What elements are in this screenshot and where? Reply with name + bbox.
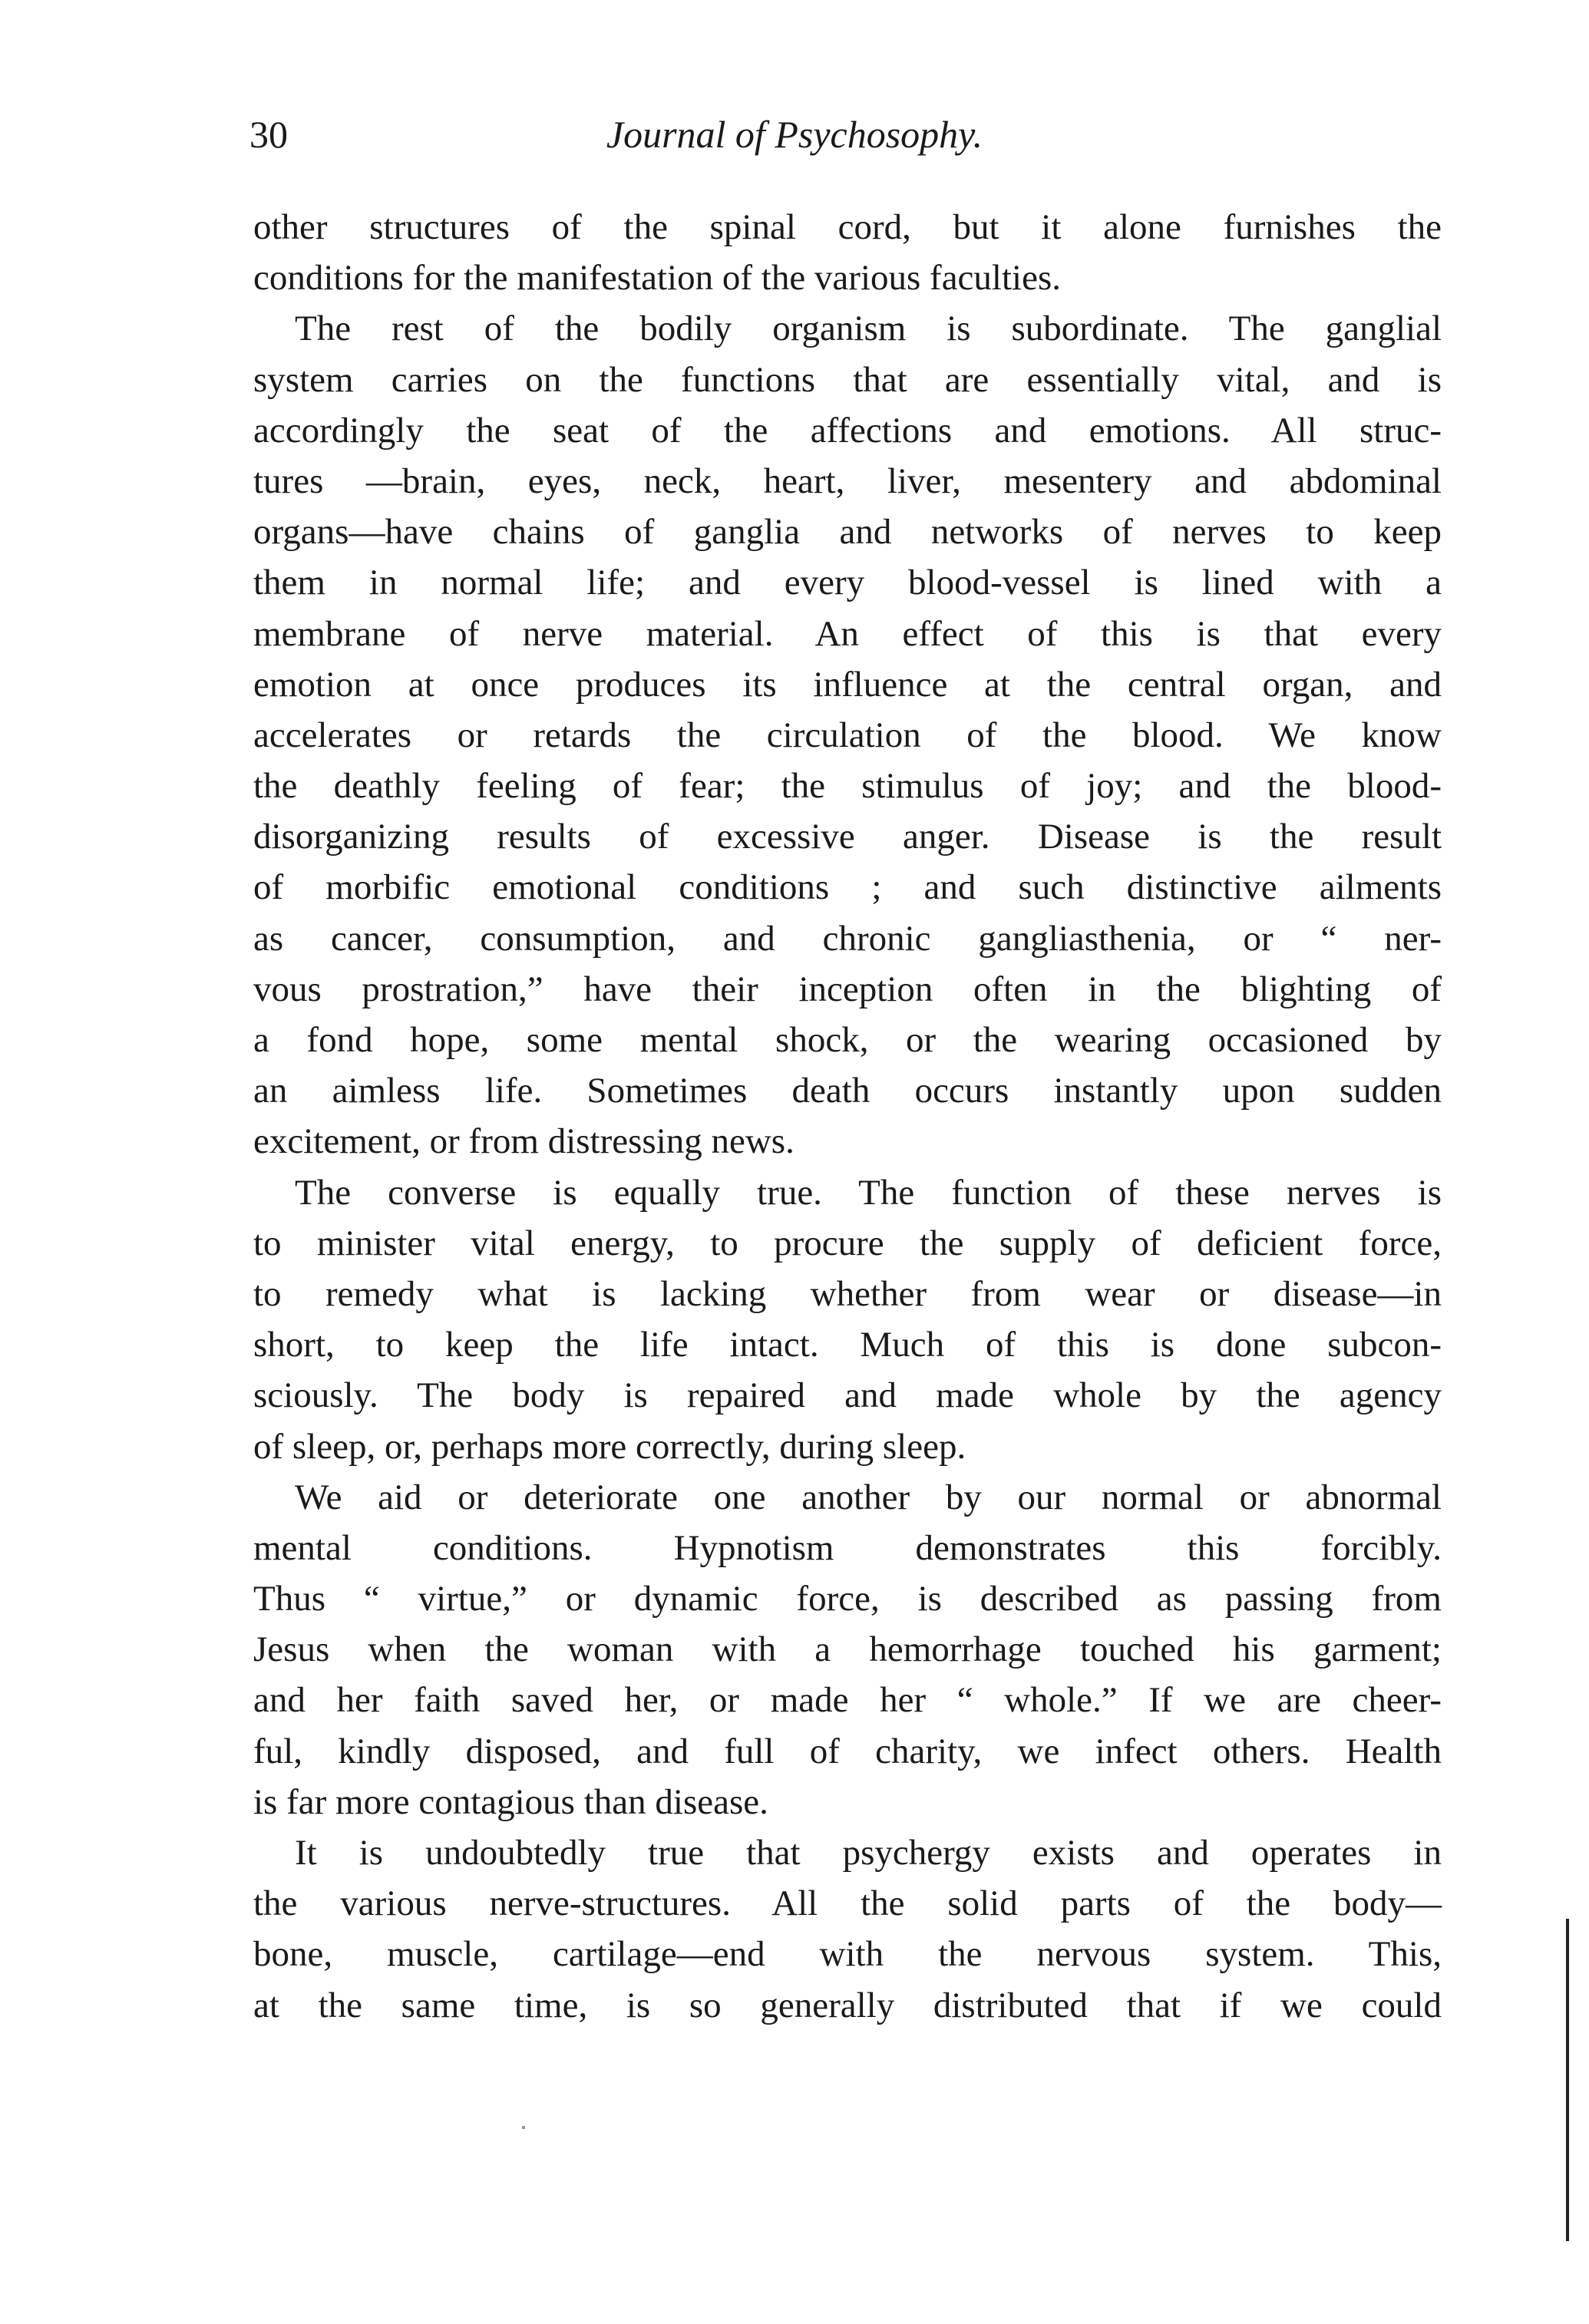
text-line: is far more contagious than disease. bbox=[253, 1781, 768, 1822]
text-line: emotion at once produces its influence at the central organ, and bbox=[253, 664, 1442, 705]
text-line: the various nerve-structures. All the solid parts of the body— bbox=[253, 1883, 1442, 1924]
text-line: mental conditions. Hypnotism demonstrates this forcibly. bbox=[253, 1527, 1442, 1568]
scan-margin-line bbox=[1566, 1919, 1569, 2241]
text-line: It is undoubtedly true that psychergy exists and operates in bbox=[295, 1833, 1442, 1873]
text-line: bone, muscle, cartilage—end with the nervous system. This, bbox=[253, 1934, 1442, 1975]
text-line: a fond hope, some mental shock, or the wearing occasioned by bbox=[253, 1020, 1442, 1060]
text-line: Thus “ virtue,” or dynamic force, is described as passing from bbox=[253, 1579, 1442, 1619]
text-line: vous prostration,” have their inception often in the blighting of bbox=[253, 969, 1442, 1009]
text-line: the deathly feeling of fear; the stimulus of joy; and the blood- bbox=[253, 766, 1442, 807]
text-line: sciously. The body is repaired and made whole by the agency bbox=[253, 1375, 1442, 1416]
page-number: 30 bbox=[249, 113, 288, 156]
text-line: accordingly the seat of the affections and emotions. All struc- bbox=[253, 410, 1442, 451]
text-line: as cancer, consumption, and chronic gangliasthenia, or “ ner- bbox=[253, 918, 1442, 959]
text-line: to remedy what is lacking whether from wear or disease—in bbox=[253, 1273, 1442, 1314]
text-line: at the same time, is so generally distributed that if we could bbox=[253, 1985, 1442, 2025]
text-line: The rest of the bodily organism is subordinate. The ganglial bbox=[295, 309, 1442, 349]
text-line: organs—have chains of ganglia and networks of nerves to keep bbox=[253, 512, 1442, 553]
text-line: of sleep, or, perhaps more correctly, during sleep. bbox=[253, 1426, 966, 1467]
text-line: to minister vital energy, to procure the supply of deficient force, bbox=[253, 1223, 1442, 1263]
text-line: them in normal life; and every blood-vessel is lined with a bbox=[253, 563, 1442, 603]
text-line: membrane of nerve material. An effect of this is that every bbox=[253, 613, 1442, 654]
text-line: Jesus when the woman with a hemorrhage touched his garment; bbox=[253, 1629, 1442, 1670]
text-line: We aid or deteriorate one another by our normal or abnormal bbox=[295, 1477, 1442, 1517]
text-line: conditions for the manifestation of the various faculties. bbox=[253, 258, 1061, 299]
text-line: The converse is equally true. The function of these nerves is bbox=[295, 1172, 1442, 1213]
text-line: ful, kindly disposed, and full of charity, we infect others. Health bbox=[253, 1731, 1442, 1771]
text-line: tures —brain, eyes, neck, heart, liver, mesentery and abdominal bbox=[253, 461, 1442, 501]
running-title: Journal of Psychosophy. bbox=[606, 113, 983, 156]
text-line: other structures of the spinal cord, but it alone furnishes the bbox=[253, 207, 1442, 247]
text-line: excitement, or from distressing news. bbox=[253, 1121, 794, 1162]
text-line: accelerates or retards the circulation of the blood. We know bbox=[253, 715, 1442, 755]
text-line: short, to keep the life intact. Much of this is done subcon- bbox=[253, 1325, 1442, 1365]
scan-dot bbox=[522, 2126, 525, 2129]
text-line: of morbific emotional conditions ; and such distinctive ailments bbox=[253, 867, 1442, 908]
text-line: system carries on the functions that are essentially vital, and is bbox=[253, 359, 1442, 400]
text-line: disorganizing results of excessive anger. Disease is the result bbox=[253, 817, 1442, 857]
text-line: an aimless life. Sometimes death occurs instantly upon sudden bbox=[253, 1071, 1442, 1111]
body-text bbox=[253, 202, 1442, 2031]
text-line: and her faith saved her, or made her “ whole.” If we are cheer- bbox=[253, 1680, 1442, 1721]
